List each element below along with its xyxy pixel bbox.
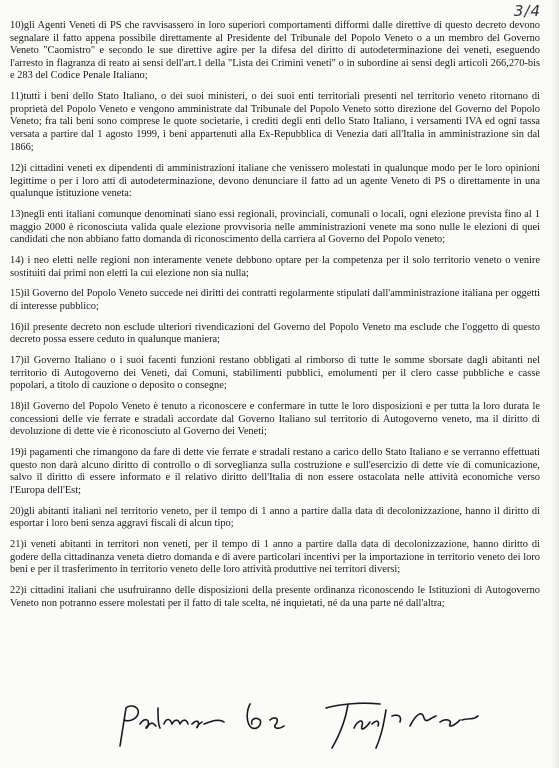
article-16: 16)il presente decreto non esclude ulteriori rivendicazioni del Governo del Popolo Veneto ma esclude che l'oggetto di questo decreto possa essere ceduto in qualunque maniera; bbox=[10, 321, 540, 346]
article-22: 22)i cittadini italiani che usufruiranno delle disposizioni della presente ordinanza riconoscendo le Istituzioni di Autogoverno Veneto non potranno essere molestati per il fatto di tale scelta, né inquietati, né da una parte né dall'altra; bbox=[10, 585, 540, 609]
article-13: 13)negli enti italiani comunque denominati siano essi regionali, provinciali, comunali o locali, ogni elezione prevista fino al 1 maggio 2000 è riconosciuta valida quale elezione provvisoria nelle amministrazioni venete ma sono nulle le elezioni di quei candidati che non abbiano fatto domanda di riconoscimento della carriera al Governo del Popolo veneto; bbox=[10, 209, 540, 246]
signature-right bbox=[326, 703, 478, 748]
decree-body bbox=[10, 20, 540, 618]
article-10: 10)gli Agenti Veneti di PS che ravvisassero in loro superiori comportamenti difformi dalle direttive di questo decreto devono segnalare il fatto appena possibile direttamente al Presidente del Tribunale del Popolo Veneto o a un membro del Governo Veneto "Caomistro" e secondo le sue direttive agire per la difesa del diritto di autodeterminazione dei veneti, eseguendo l'arresto in flagranza di reato ai sensi dell'art.1 della "Lista dei Crimini veneti" o in subordine ai sensi degli articoli 266,270-bis e 283 del Codice Penale Italiano; bbox=[10, 20, 540, 82]
signature-left bbox=[120, 704, 284, 746]
article-17: 17)il Governo Italiano o i suoi facenti funzioni restano obbligati al rimborso di tutte le somme sborsate dagli abitanti nel territorio di Autogoverno dei Veneti, dai Comuni, stabilimenti pubblici, emolumenti per il clero casse pubbliche e casse popolari, a titolo di cauzione o deposito o consegne; bbox=[10, 355, 540, 392]
page-number: 3/4 bbox=[513, 2, 541, 20]
article-11: 11)tutti i beni dello Stato Italiano, o dei suoi ministeri, o dei suoi enti territoriali presenti nel territorio veneto ritornano di proprietà del Popolo Veneto e vengono amministrate dal Tribunale del Popolo Veneto sotto direzione del Governo del Popolo Veneto; fra tali beni sono comprese le quote societarie, i crediti degli enti dello Stato Italiano, i versamenti IVA ed ogni tassa versata a partire dal 1 agosto 1999, i beni appartenuti alla Ex-Repubblica di Venezia dati all'Italia in amministrazione sin dal 1866; bbox=[10, 91, 540, 153]
article-14: 14) i neo eletti nelle regioni non interamente venete debbono optare per la competenza per il solo territorio veneto o venire sostituiti dai primi non eletti la cui elezione non sia nulla; bbox=[10, 255, 540, 279]
article-18: 18)il Governo del Popolo Veneto è tenuto a riconoscere e confermare in tutte le loro disposizioni e per tutta la loro durata le concessioni delle vie ferrate e stradali accordate dal Governo Italiano sul territorio di Autogoverno veneto, ma il diritto di devoluzione di dette vie è riconosciuto al Governo dei Veneti; bbox=[10, 401, 540, 438]
article-12: 12)i cittadini veneti ex dipendenti di amministrazioni italiane che venissero molestati in qualunque modo per le loro opinioni legittime o per i loro atti di autodeterminazione, devono denunciare il fatto ad un agente Veneto di PS o direttamente in una qualunque istituzione veneta: bbox=[10, 163, 540, 200]
article-20: 20)gli abitanti italiani nel territorio veneto, per il tempo di 1 anno a partire dalla data di decolonizzazione, hanno il diritto di esportar i loro beni senza aggravi fiscali di alcun tipo; bbox=[10, 505, 540, 530]
signatures bbox=[100, 694, 520, 754]
article-15: 15)il Governo del Popolo Veneto succede nei diritti dei contratti regolarmente stipulati dall'amministrazione italiana per oggetti di interesse pubblico; bbox=[10, 288, 540, 313]
signatures-graphic bbox=[100, 694, 520, 754]
scan-edge-shadow bbox=[551, 0, 559, 768]
article-21: 21)i veneti abitanti in territori non veneti, per il tempo di 1 anno a partire dalla data di decolonizzazione, hanno diritto di godere della cittadinanza veneta dietro domanda e di avere particolari incentivi per la importazione in territorio veneto dei loro beni e per il trasferimento in territorio veneto delle loro attività produttive nei territori diversi; bbox=[10, 539, 540, 576]
article-19: 19)i pagamenti che rimangono da fare di dette vie ferrate e stradali restano a carico dello Stato Italiano e se verranno effettuati questo non darà alcuno diritto di controllo o di sorveglianza sulla costruzione e sull'esercizio di dette vie di comunicazione, salvo il diritto di essere informato e il relativo diritto dell'Italia di non essere ostacolata nelle attività economiche verso l'Europa dell'Est; bbox=[10, 447, 540, 496]
